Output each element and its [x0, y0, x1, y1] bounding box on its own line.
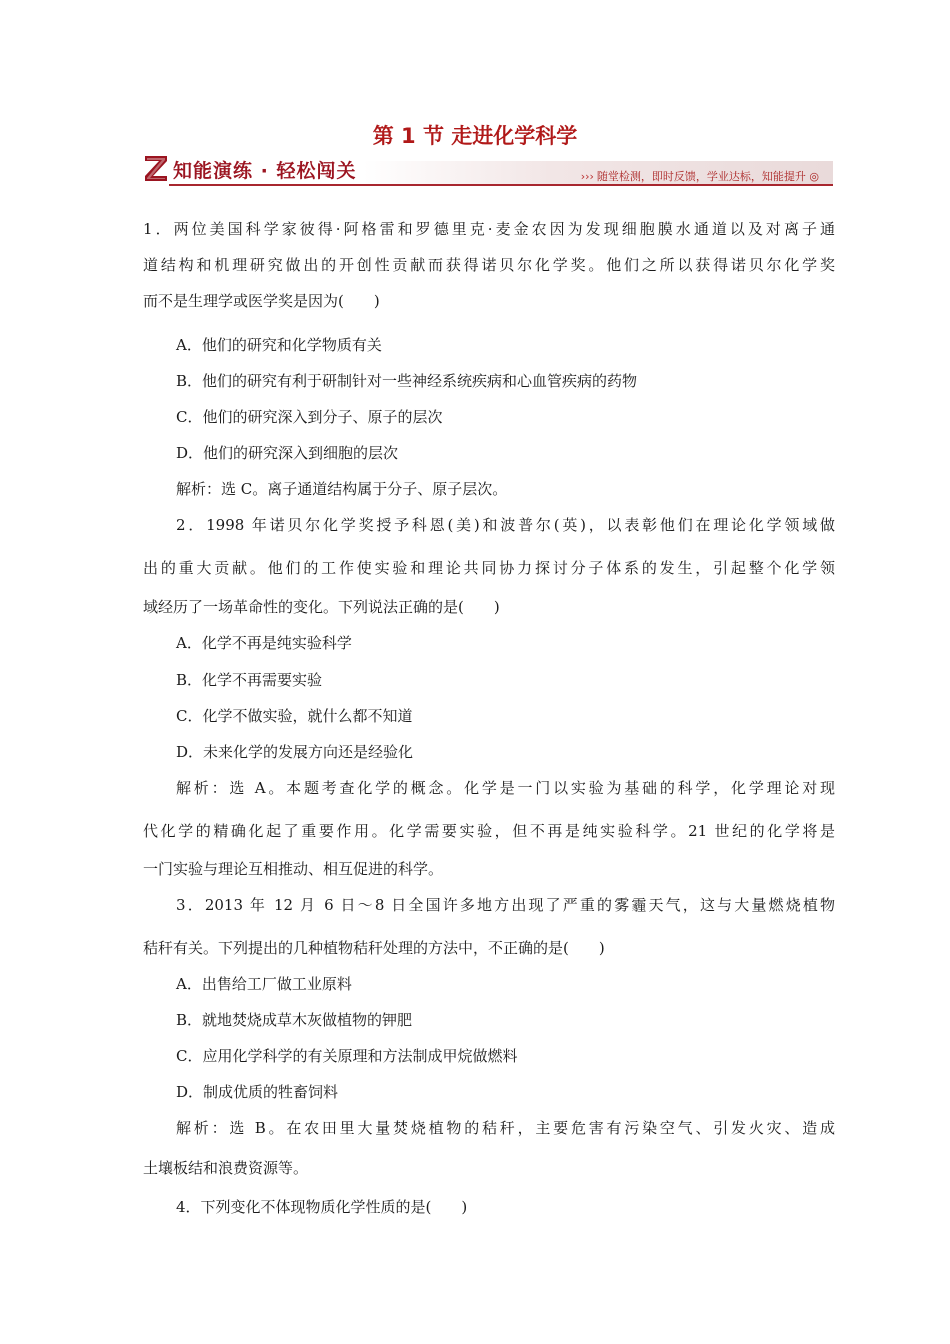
answer-line: 解析：选 B。在农田里大量焚烧植物的秸秆，主要危害有污染空气、引发火灾、造成 [176, 1119, 835, 1137]
text-line: 域经历了一场革命性的变化。下列说法正确的是( ) [143, 598, 500, 616]
banner-rule [169, 184, 833, 186]
option-line: A．他们的研究和化学物质有关 [176, 336, 382, 354]
text-line: 2．1998 年诺贝尔化学奖授予科恩(美)和波普尔(英)，以表彰他们在理论化学领域做 [176, 516, 835, 534]
text-line: 代化学的精确化起了重要作用。化学需要实验，但不再是纯实验科学。21 世纪的化学将是 [143, 822, 835, 840]
banner-arrows-icon: ››› [580, 170, 594, 183]
section-banner [143, 151, 833, 187]
text-line: 出的重大贡献。他们的工作使实验和理论共同协力探讨分子体系的发生，引起整个化学领 [143, 559, 835, 577]
option-line: C．化学不做实验，就什么都不知道 [176, 707, 413, 725]
text-line: 4．下列变化不体现物质化学性质的是( ) [176, 1198, 468, 1216]
banner-label: 知能演练 · 轻松闯关 [173, 160, 357, 182]
option-line: A．化学不再是纯实验科学 [176, 634, 352, 652]
text-line: 1．两位美国科学家彼得·阿格雷和罗德里克·麦金农因为发现细胞膜水通道以及对离子通 [143, 220, 835, 238]
text-line: 一门实验与理论互相推动、相互促进的科学。 [143, 860, 444, 878]
answer-line: 解析：选 C。离子通道结构属于分子、原子层次。 [176, 480, 508, 498]
banner-tagline [581, 168, 819, 184]
banner-logo-icon [143, 153, 169, 183]
text-line: 道结构和机理研究做出的开创性贡献而获得诺贝尔化学奖。他们之所以获得诺贝尔化学奖 [143, 256, 835, 274]
text-line: 而不是生理学或医学奖是因为( ) [143, 292, 380, 310]
option-line: D．未来化学的发展方向还是经验化 [176, 743, 414, 761]
option-line: D．他们的研究深入到细胞的层次 [176, 444, 399, 462]
option-line: C．他们的研究深入到分子、原子的层次 [176, 408, 443, 426]
option-line: B．他们的研究有利于研制针对一些神经系统疾病和心血管疾病的药物 [176, 372, 638, 390]
page-title: 第 1 节 走进化学科学 [372, 124, 578, 148]
banner-tagline-text: 随堂检测，即时反馈，学业达标，知能提升 [596, 170, 806, 183]
option-line: A．出售给工厂做工业原料 [176, 975, 352, 993]
text-line: 秸秆有关。下列提出的几种植物秸秆处理的方法中，不正确的是( ) [143, 939, 605, 957]
banner-end-icon: ◎ [809, 170, 819, 183]
text-line: 3．2013 年 12 月 6 日～8 日全国许多地方出现了严重的雾霾天气，这与大量燃烧植物 [176, 896, 835, 914]
option-line: B．化学不再需要实验 [176, 671, 323, 689]
option-line: B．就地焚烧成草木灰做植物的钾肥 [176, 1011, 413, 1029]
option-line: D．制成优质的牲畜饲料 [176, 1083, 339, 1101]
answer-line: 解析：选 A。本题考查化学的概念。化学是一门以实验为基础的科学，化学理论对现 [176, 779, 835, 797]
option-line: C．应用化学科学的有关原理和方法制成甲烷做燃料 [176, 1047, 518, 1065]
text-line: 土壤板结和浪费资源等。 [143, 1159, 309, 1177]
